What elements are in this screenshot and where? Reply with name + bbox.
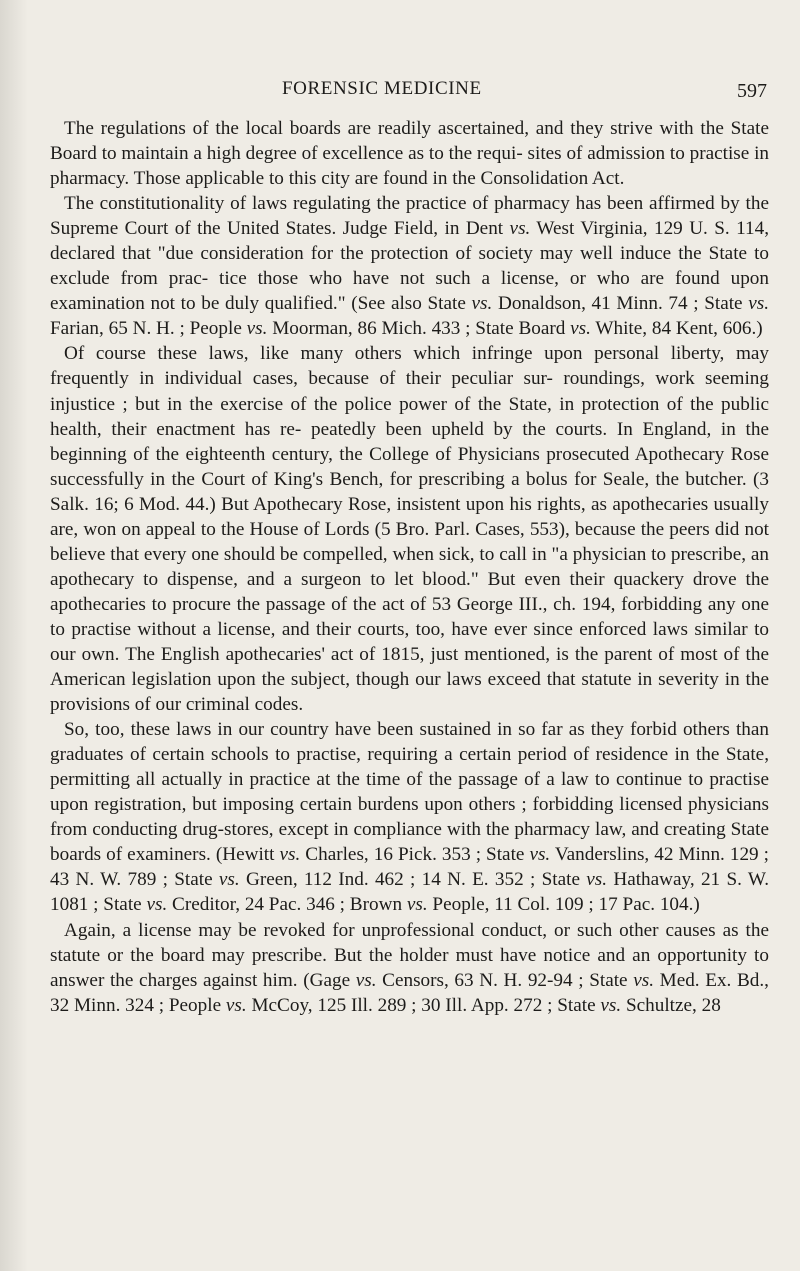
- page-header: [0, 78, 800, 108]
- page-edge-shadow: [0, 0, 28, 1271]
- paragraph-4: So, too, these laws in our country have been sustained in so far as they forbid others than graduates of certain schools to practise, requiring a certain period of residence in the State, permitting all actually in practice at the time of the passage of a law to continue to practise upon registration, but imposing certain burdens upon others ; forbidding licensed physicians from conducting drug-stores, except in compliance with the pharmacy law, and creating State boards of examiners. (Hewitt vs. Charles, 16 Pick. 353 ; State vs. Vanderslins, 42 Minn. 129 ; 43 N. W. 789 ; State vs. Green, 112 Ind. 462 ; 14 N. E. 352 ; State vs. Hathaway, 21 S. W. 1081 ; State vs. Creditor, 24 Pac. 346 ; Brown vs. People, 11 Col. 109 ; 17 Pac. 104.): [50, 719, 770, 916]
- page-number: 597: [737, 80, 767, 102]
- running-head: FORENSIC MEDICINE: [282, 78, 482, 99]
- body-text: [50, 116, 769, 1018]
- paragraph-5: Again, a license may be revoked for unprofessional conduct, or such other causes as the statute or the board may prescribe. But the holder must have notice and an opportunity to answer the charges against him. (Gage vs. Censors, 63 N. H. 92-94 ; State vs. Med. Ex. Bd., 32 Minn. 324 ; People vs. McCoy, 125 Ill. 289 ; 30 Ill. App. 272 ; State vs. Schultze, 28: [50, 919, 769, 1016]
- paragraph-1: The regulations of the local boards are readily ascertained, and they strive with the State Board to maintain a high degree of excellence as to the requi- sites of admission to practise in pharmacy. Those applicable to this city are found in the Consolidation Act.: [50, 118, 769, 190]
- paragraph-3: Of course these laws, like many others which infringe upon personal liberty, may frequently in individual cases, because of their peculiar sur- roundings, work seeming injustice ; but in the exercise of the police power of the State, in protection of the public health, their enactment has re- peatedly been upheld by the courts. In England, in the beginning of the eighteenth century, the College of Physicians prosecuted Apothecary Rose successfully in the Court of King's Bench, for prescribing a bolus for Seale, the butcher. (3 Salk. 16; 6 Mod. 44.) But Apothecary Rose, insistent upon his rights, as apothecaries usually are, won on appeal to the House of Lords (5 Bro. Parl. Cases, 553), because the peers did not believe that every one should be compelled, when sick, to call in "a physician to prescribe, an apothecary to dispense, and a surgeon to let blood." But even their quackery drove the apothecaries to procure the passage of the act of 53 George III., ch. 194, forbidding any one to practise without a license, and their courts, too, have ever since enforced laws similar to our own. The English apothecaries' act of 1815, just mentioned, is the parent of most of the American legislation upon the subject, though our laws exceed that statute in severity in the provisions of our criminal codes.: [50, 343, 769, 716]
- paragraph-2: The constitutionality of laws regulating the practice of pharmacy has been affirmed by the Supreme Court of the United States. Judge Field, in Dent vs. West Virginia, 129 U. S. 114, declared that "due consideration for the protection of society may well induce the State to exclude from prac- tice those who have not such a license, or who are found upon examination not to be duly qualified." (See also State vs. Donaldson, 41 Minn. 74 ; State vs. Farian, 65 N. H. ; People vs. Moorman, 86 Mich. 433 ; State Board vs. White, 84 Kent, 606.): [50, 193, 770, 340]
